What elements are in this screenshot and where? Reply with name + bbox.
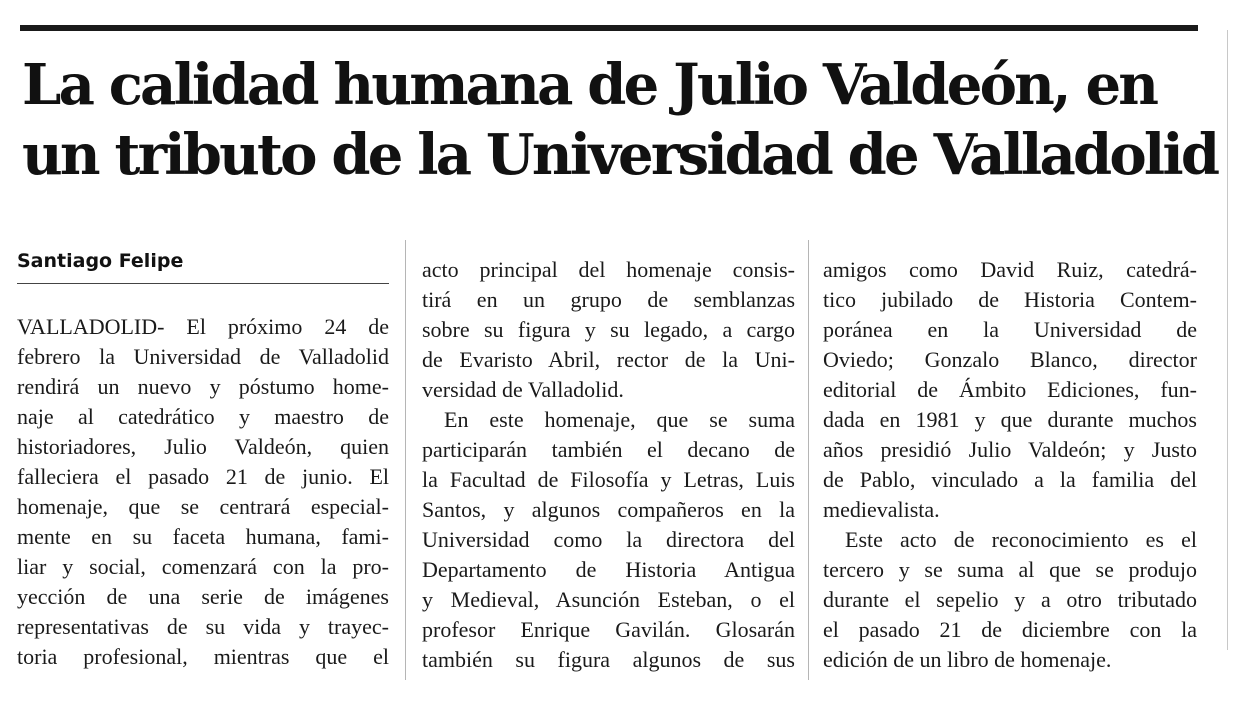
text-line: yección de una serie de imágenes [17, 584, 389, 609]
text-line: dada en 1981 y que durante muchos [823, 407, 1197, 432]
top-rule [20, 25, 1198, 31]
text-line: participarán también el decano de [422, 437, 795, 462]
article-column-3 [823, 255, 1197, 675]
text-line: de Evaristo Abril, rector de la Uni- [422, 347, 795, 372]
text-line: la Facultad de Filosofía y Letras, Luis [422, 467, 795, 492]
text-line: mente en su faceta humana, fami- [17, 524, 389, 549]
byline: Santiago Felipe [17, 250, 184, 272]
text-line: edición de un libro de homenaje. [823, 647, 1112, 672]
article-column-2 [422, 255, 795, 675]
byline-rule [17, 283, 389, 284]
text-line: Oviedo; Gonzalo Blanco, director [823, 347, 1197, 372]
text-line: rendirá un nuevo y póstumo home- [17, 374, 389, 399]
text-line: versidad de Valladolid. [422, 377, 624, 402]
text-line: editorial de Ámbito Ediciones, fun- [823, 377, 1197, 402]
text-line: poránea en la Universidad de [823, 317, 1197, 342]
text-line: falleciera el pasado 21 de junio. El [17, 464, 389, 489]
text-line: historiadores, Julio Valdeón, quien [17, 434, 389, 459]
text-line: toria profesional, mientras que el [17, 644, 389, 669]
text-line: y Medieval, Asunción Esteban, o el [422, 587, 795, 612]
text-line: amigos como David Ruiz, catedrá- [823, 257, 1197, 282]
text-line: el pasado 21 de diciembre con la [823, 617, 1197, 642]
text-line: representativas de su vida y trayec- [17, 614, 389, 639]
text-line: liar y social, comenzará con la pro- [17, 554, 389, 579]
text-line: Este acto de reconocimiento es el [845, 527, 1197, 552]
text-line: En este homenaje, que se suma [444, 407, 795, 432]
headline-line-2: un tributo de la Universidad de Valladolid [22, 122, 1218, 188]
headline-line-1: La calidad humana de Julio Valdeón, en [22, 52, 1157, 118]
headline [22, 50, 1218, 190]
text-line: años presidió Julio Valdeón; y Justo [823, 437, 1197, 462]
text-line: tirá en un grupo de semblanzas [422, 287, 795, 312]
text-line: sobre su figura y su legado, a cargo [422, 317, 795, 342]
text-line: acto principal del homenaje consis- [422, 257, 795, 282]
text-line: durante el sepelio y a otro tributado [823, 587, 1197, 612]
text-line: Santos, y algunos compañeros en la [422, 497, 795, 522]
text-line: tercero y se suma al que se produjo [823, 557, 1197, 582]
text-line: homenaje, que se centrará especial- [17, 494, 389, 519]
text-line: de Pablo, vinculado a la familia del [823, 467, 1197, 492]
text-line: medievalista. [823, 497, 940, 522]
text-line: también su figura algunos de sus [422, 647, 795, 672]
text-line: naje al catedrático y maestro de [17, 404, 389, 429]
text-line: Departamento de Historia Antigua [422, 557, 795, 582]
text-line: tico jubilado de Historia Contem- [823, 287, 1197, 312]
text-line: Universidad como la directora del [422, 527, 795, 552]
article-column-1 [17, 312, 389, 672]
text-line: febrero la Universidad de Valladolid [17, 344, 389, 369]
text-line: VALLADOLID- El próximo 24 de [17, 314, 389, 339]
column-divider [808, 240, 809, 680]
column-divider [405, 240, 406, 680]
text-line: profesor Enrique Gavilán. Glosarán [422, 617, 795, 642]
right-edge-rule [1227, 30, 1228, 650]
